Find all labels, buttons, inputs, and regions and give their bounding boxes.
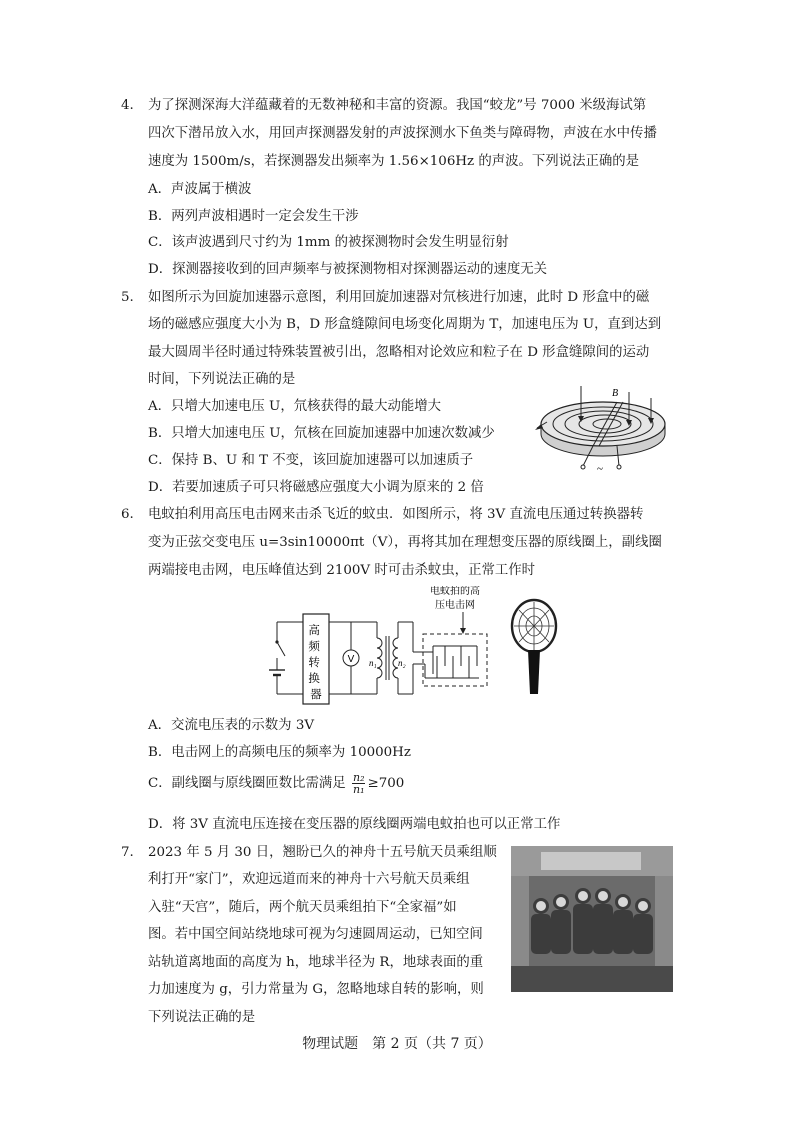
fraction-denominator: n₁	[352, 783, 365, 796]
question-4-line: 速度为 1500m/s，若探测器发出频率为 1.56×106Hz 的声波。下列说法正确的是	[148, 154, 640, 169]
fraction-numerator: n₂	[352, 771, 365, 784]
question-4-line: 为了探测深海大洋蕴藏着的无数神秘和丰富的资源。我国“蛟龙”号 7000 米级海试第	[148, 98, 647, 113]
question-5-line: 最大圆周半径时通过特殊装置被引出，忽略相对论效应和粒子在 D 形盒缝隙间的运动	[148, 345, 650, 360]
question-4-option-a: A．声波属于横波	[148, 182, 252, 197]
question-6-number: 6.	[121, 507, 134, 522]
question-4-option-b: B．两列声波相遇时一定会发生干涉	[148, 209, 359, 224]
question-4-option-c: C．该声波遇到尺寸约为 1mm 的被探测物时会发生明显衍射	[148, 235, 509, 250]
question-5-number: 5.	[121, 290, 134, 305]
question-7-line: 站轨道离地面的高度为 h，地球半径为 R，地球表面的重	[148, 955, 484, 970]
question-5-line: 场的磁感应强度大小为 B，D 形盒缝隙间电场变化周期为 T，加速电压为 U，直到达到	[148, 317, 662, 332]
converter-label: 高 频 转 换 器	[308, 623, 322, 701]
question-7-number: 7.	[121, 845, 134, 860]
question-6-line: 变为正弦交变电压 u=3sin10000πt（V），再将其加在理想变压器的原线圈上，副线圈	[148, 535, 662, 550]
question-7-line: 2023 年 5 月 30 日，翘盼已久的神舟十五号航天员乘组顺	[148, 845, 497, 860]
question-7-line: 图。若中国空间站绕地球可视为匀速圆周运动，已知空间	[148, 927, 483, 942]
turns-ratio-fraction	[352, 772, 366, 795]
question-4-line: 四次下潜吊放入水，用回声探测器发射的声波探测水下鱼类与障碍物，声波在水中传播	[148, 126, 657, 141]
option-c-prefix: C．副线圈与原线圈匝数比需满足	[148, 776, 346, 791]
magnetic-field-label: B	[612, 388, 619, 399]
question-4-option-d: D．探测器接收到的回声频率与被探测物相对探测器运动的速度无关	[148, 262, 548, 277]
question-7-line: 利打开“家门”，欢迎远道而来的神舟十六号航天员乘组	[148, 872, 470, 887]
question-6-option-c	[148, 772, 404, 795]
net-label-line2: 压电击网	[435, 600, 475, 611]
question-6-option-d: D．将 3V 直流电压连接在变压器的原线圈两端电蚊拍也可以正常工作	[148, 817, 561, 832]
question-7-line: 入驻“天宫”，随后，两个航天员乘组拍下“全家福”如	[148, 900, 457, 915]
secondary-turns-label: n₂	[398, 658, 406, 668]
question-5-option-b: B．只增大加速电压 U，氘核在回旋加速器中加速次数减少	[148, 426, 495, 441]
question-7-line: 下列说法正确的是	[148, 1010, 256, 1025]
question-4-number: 4.	[121, 98, 134, 113]
question-5-line: 时间，下列说法正确的是	[148, 372, 296, 387]
question-6-option-a: A．交流电压表的示数为 3V	[148, 718, 315, 733]
net-label-line1: 电蚊拍的高	[430, 586, 480, 597]
question-5-option-d: D．若要加速质子可只将磁感应强度大小调为原来的 2 倍	[148, 480, 484, 495]
voltmeter-label: V	[347, 654, 355, 665]
question-6-line: 电蚊拍利用高压电击网来击杀飞近的蚊虫．如图所示，将 3V 直流电压通过转换器转	[148, 507, 644, 522]
option-c-suffix: ≥700	[367, 776, 405, 791]
ac-source-label: ~	[597, 463, 603, 475]
question-5-line: 如图所示为回旋加速器示意图，利用回旋加速器对氘核进行加速，此时 D 形盒中的磁	[148, 290, 650, 305]
astronaut-group-photo	[511, 846, 673, 992]
question-6-line: 两端接电击网，电压峰值达到 2100V 时可击杀蚊虫，正常工作时	[148, 563, 536, 578]
cyclotron-diagram	[533, 384, 673, 476]
primary-turns-label: n₁	[369, 658, 377, 668]
question-5-option-a: A．只增大加速电压 U，氘核获得的最大动能增大	[148, 399, 442, 414]
question-7-line: 力加速度为 g，引力常量为 G，忽略地球自转的影响，则	[148, 982, 484, 997]
mosquito-racket-icon	[508, 598, 560, 696]
question-5-option-c: C．保持 B、U 和 T 不变，该回旋加速器可以加速质子	[148, 453, 474, 468]
question-6-option-b: B．电击网上的高频电压的频率为 10000Hz	[148, 745, 411, 760]
page-footer: 物理试题 第 2 页（共 7 页）	[302, 1036, 492, 1052]
